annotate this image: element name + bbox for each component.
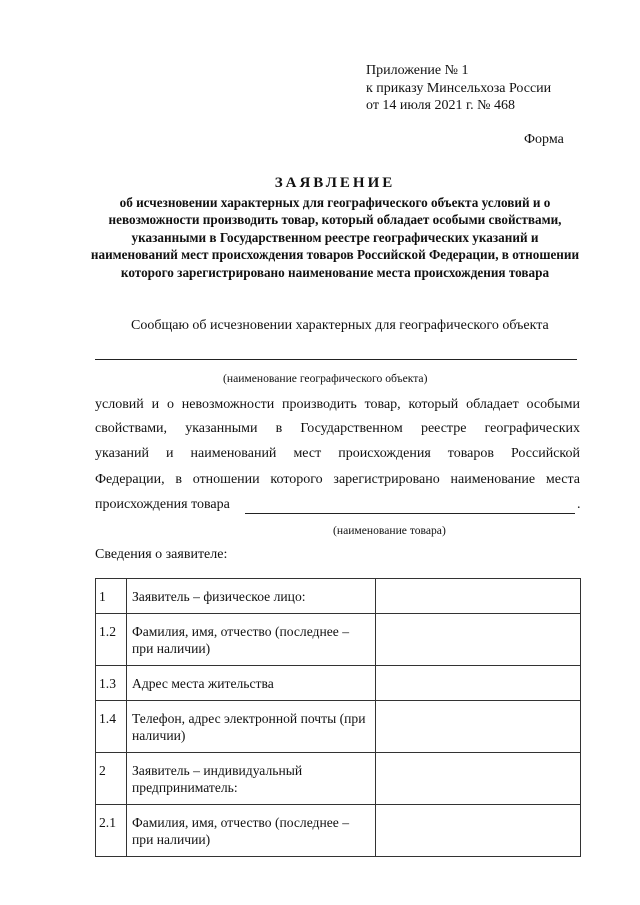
row-number: 1.3 — [96, 666, 127, 701]
paragraph-line-2: свойствами, указанными в Государственном реестре географических — [95, 421, 580, 436]
table-row — [96, 805, 581, 857]
row-label: Фамилия, имя, отчество (последнее – при наличии) — [127, 805, 376, 857]
table-row — [96, 753, 581, 805]
geo-object-fill-line[interactable] — [95, 359, 577, 360]
geo-object-caption: (наименование географического объекта) — [223, 372, 428, 385]
document-title: ЗАЯВЛЕНИЕ — [274, 175, 396, 191]
row-label: Заявитель – индивидуальный предприниматель: — [127, 753, 376, 805]
paragraph-line-1: условий и о невозможности производить товар, который обладает особыми — [95, 397, 580, 412]
row-number: 1.2 — [96, 614, 127, 666]
row-label: Телефон, адрес электронной почты (при наличии) — [127, 701, 376, 753]
row-value-cell[interactable] — [376, 666, 581, 701]
table-row — [96, 701, 581, 753]
table-row — [96, 614, 581, 666]
intro-text: Сообщаю об исчезновении характерных для географического объекта — [131, 318, 549, 333]
row-value-cell[interactable] — [376, 701, 581, 753]
table-row — [96, 666, 581, 701]
row-value-cell[interactable] — [376, 805, 581, 857]
paragraph-line-4: Федерации, в отношении которого зарегистрировано наименование места — [95, 472, 580, 487]
row-number: 1 — [96, 579, 127, 614]
row-value-cell[interactable] — [376, 579, 581, 614]
row-number: 2.1 — [96, 805, 127, 857]
form-label: Форма — [524, 132, 564, 147]
row-value-cell[interactable] — [376, 614, 581, 666]
paragraph-line-5: происхождения товара — [95, 497, 230, 512]
appendix-reference — [366, 62, 596, 115]
product-caption: (наименование товара) — [333, 524, 446, 537]
paragraph-line-3: указаний и наименований мест происхождения товаров Российской — [95, 446, 580, 461]
applicant-table — [95, 578, 581, 857]
product-fill-line[interactable] — [245, 513, 575, 514]
row-label: Заявитель – физическое лицо: — [127, 579, 376, 614]
appendix-date: от 14 июля 2021 г. № 468 — [366, 98, 515, 113]
appendix-order: к приказу Минсельхоза России — [366, 80, 552, 96]
period-mark: . — [577, 497, 581, 512]
row-number: 1.4 — [96, 701, 127, 753]
applicant-heading: Сведения о заявителе: — [95, 547, 228, 562]
row-number: 2 — [96, 753, 127, 805]
appendix-number: Приложение № 1 — [366, 63, 469, 78]
row-label: Адрес места жительства — [127, 666, 376, 701]
document-subtitle: об исчезновении характерных для географического объекта условий и о невозможности производить товар, который обладает особыми свойствами, указанными в Государственном реестре географических указаний и наименований мест происхождения товаров Российской Федерации, в отношении которого зарегистрировано наименование места происхождения товара — [90, 195, 580, 280]
row-value-cell[interactable] — [376, 753, 581, 805]
row-label: Фамилия, имя, отчество (последнее – при наличии) — [127, 614, 376, 666]
table-row — [96, 579, 581, 614]
